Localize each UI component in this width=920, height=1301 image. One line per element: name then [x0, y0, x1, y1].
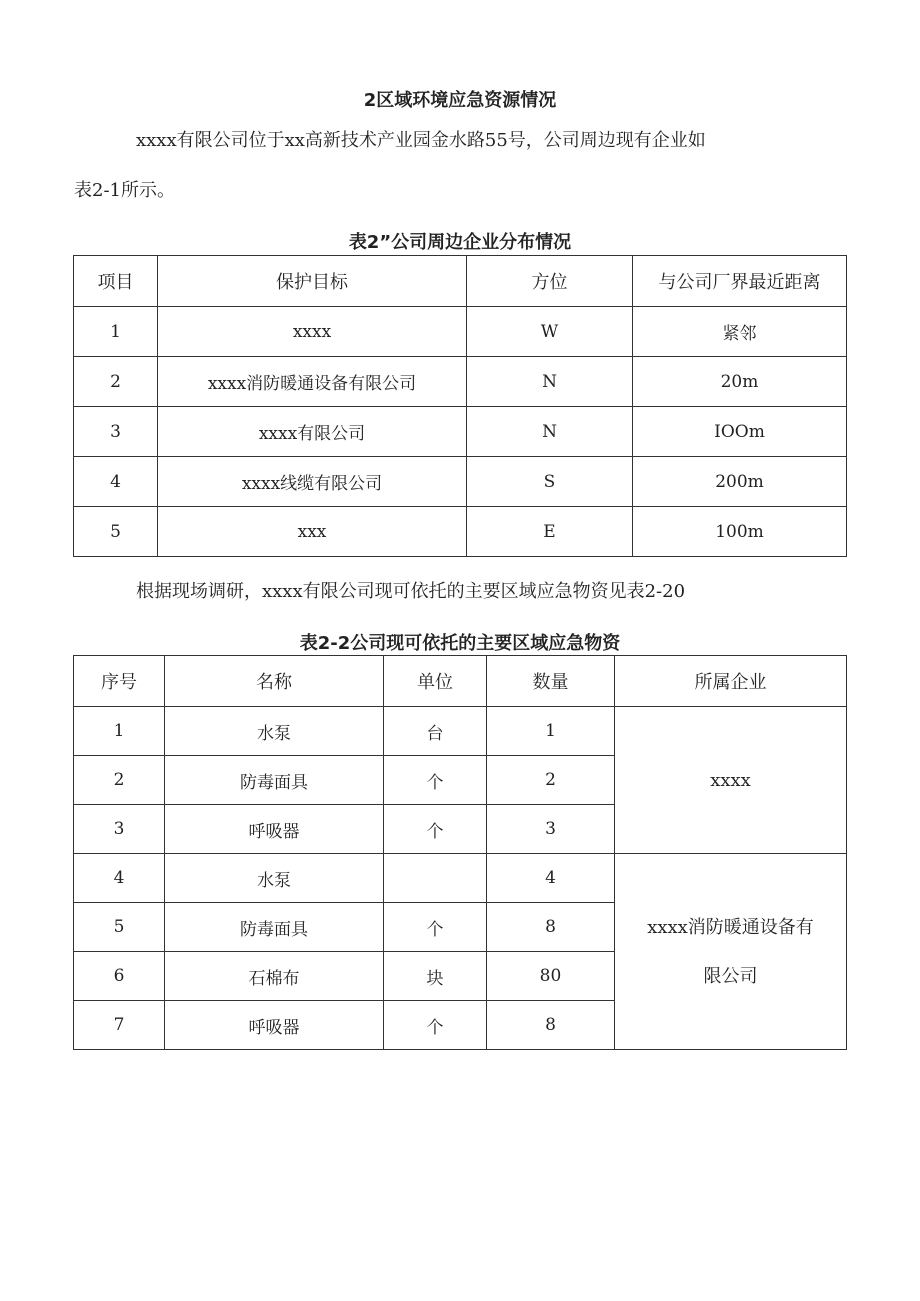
company-line-1: xxxx消防暖通设备有: [647, 916, 814, 938]
cell-direction: N: [467, 357, 633, 407]
table-emergency-materials: [73, 655, 847, 1050]
intro-paragraph: [74, 116, 846, 216]
cell-unit: 块: [384, 952, 487, 1001]
cell-direction: W: [467, 307, 633, 357]
col-header-company: 所属企业: [615, 656, 847, 707]
cell-name: 水泵: [165, 854, 384, 903]
cell-direction: E: [467, 507, 633, 557]
cell-no: 1: [74, 707, 165, 756]
col-header-quantity: 数量: [487, 656, 615, 707]
cell-target: xxxx: [158, 307, 467, 357]
cell-company-group-2: [615, 854, 847, 1050]
cell-direction: S: [467, 457, 633, 507]
cell-name: 水泵: [165, 707, 384, 756]
cell-unit: 个: [384, 756, 487, 805]
cell-item: 3: [74, 407, 158, 457]
cell-unit: 个: [384, 903, 487, 952]
cell-target: xxxx有限公司: [158, 407, 467, 457]
col-header-name: 名称: [165, 656, 384, 707]
table-row: [74, 854, 847, 903]
table-header-row: [74, 656, 847, 707]
table-row: [74, 357, 847, 407]
cell-quantity: 3: [487, 805, 615, 854]
col-header-direction: 方位: [467, 256, 633, 307]
col-header-no: 序号: [74, 656, 165, 707]
cell-company-group-1: xxxx: [615, 707, 847, 854]
cell-quantity: 2: [487, 756, 615, 805]
company-line-2: 限公司: [703, 965, 758, 987]
col-header-distance: 与公司厂界最近距离: [633, 256, 847, 307]
cell-target: xxx: [158, 507, 467, 557]
table-row: [74, 707, 847, 756]
col-header-item: 项目: [74, 256, 158, 307]
cell-name: 呼吸器: [165, 805, 384, 854]
cell-item: 2: [74, 357, 158, 407]
cell-item: 1: [74, 307, 158, 357]
table-row: [74, 307, 847, 357]
cell-distance: IOOm: [633, 407, 847, 457]
table1-caption: 表2”公司周边企业分布情况: [348, 232, 572, 253]
cell-no: 3: [74, 805, 165, 854]
cell-distance: 紧邻: [633, 307, 847, 357]
table-row: [74, 507, 847, 557]
table-row: [74, 407, 847, 457]
cell-unit: [384, 854, 487, 903]
cell-item: 4: [74, 457, 158, 507]
cell-no: 5: [74, 903, 165, 952]
intro-line-2: 表2-1所示。: [74, 180, 175, 201]
cell-name: 防毒面具: [165, 756, 384, 805]
cell-quantity: 1: [487, 707, 615, 756]
cell-unit: 个: [384, 1001, 487, 1050]
table-header-row: [74, 256, 847, 307]
cell-no: 2: [74, 756, 165, 805]
cell-no: 7: [74, 1001, 165, 1050]
cell-name: 防毒面具: [165, 903, 384, 952]
table-row: [74, 457, 847, 507]
cell-name: 石棉布: [165, 952, 384, 1001]
cell-target: xxxx线缆有限公司: [158, 457, 467, 507]
cell-target: xxxx消防暖通设备有限公司: [158, 357, 467, 407]
cell-unit: 个: [384, 805, 487, 854]
cell-unit: 台: [384, 707, 487, 756]
intro-line-1: xxxx有限公司位于xx高新技术产业园金水路55号，公司周边现有企业如: [136, 130, 706, 151]
cell-item: 5: [74, 507, 158, 557]
cell-quantity: 8: [487, 903, 615, 952]
col-header-target: 保护目标: [158, 256, 467, 307]
cell-distance: 20m: [633, 357, 847, 407]
cell-distance: 100m: [633, 507, 847, 557]
section-title: 2区域环境应急资源情况: [363, 90, 557, 111]
cell-quantity: 4: [487, 854, 615, 903]
cell-no: 6: [74, 952, 165, 1001]
col-header-unit: 单位: [384, 656, 487, 707]
cell-quantity: 8: [487, 1001, 615, 1050]
cell-direction: N: [467, 407, 633, 457]
cell-name: 呼吸器: [165, 1001, 384, 1050]
cell-no: 4: [74, 854, 165, 903]
cell-quantity: 80: [487, 952, 615, 1001]
table-surrounding-companies: [73, 255, 847, 557]
cell-distance: 200m: [633, 457, 847, 507]
materials-paragraph: 根据现场调研，xxxx有限公司现可依托的主要区域应急物资见表2-20: [136, 581, 686, 602]
table2-caption: 表2-2公司现可依托的主要区域应急物资: [299, 633, 621, 654]
